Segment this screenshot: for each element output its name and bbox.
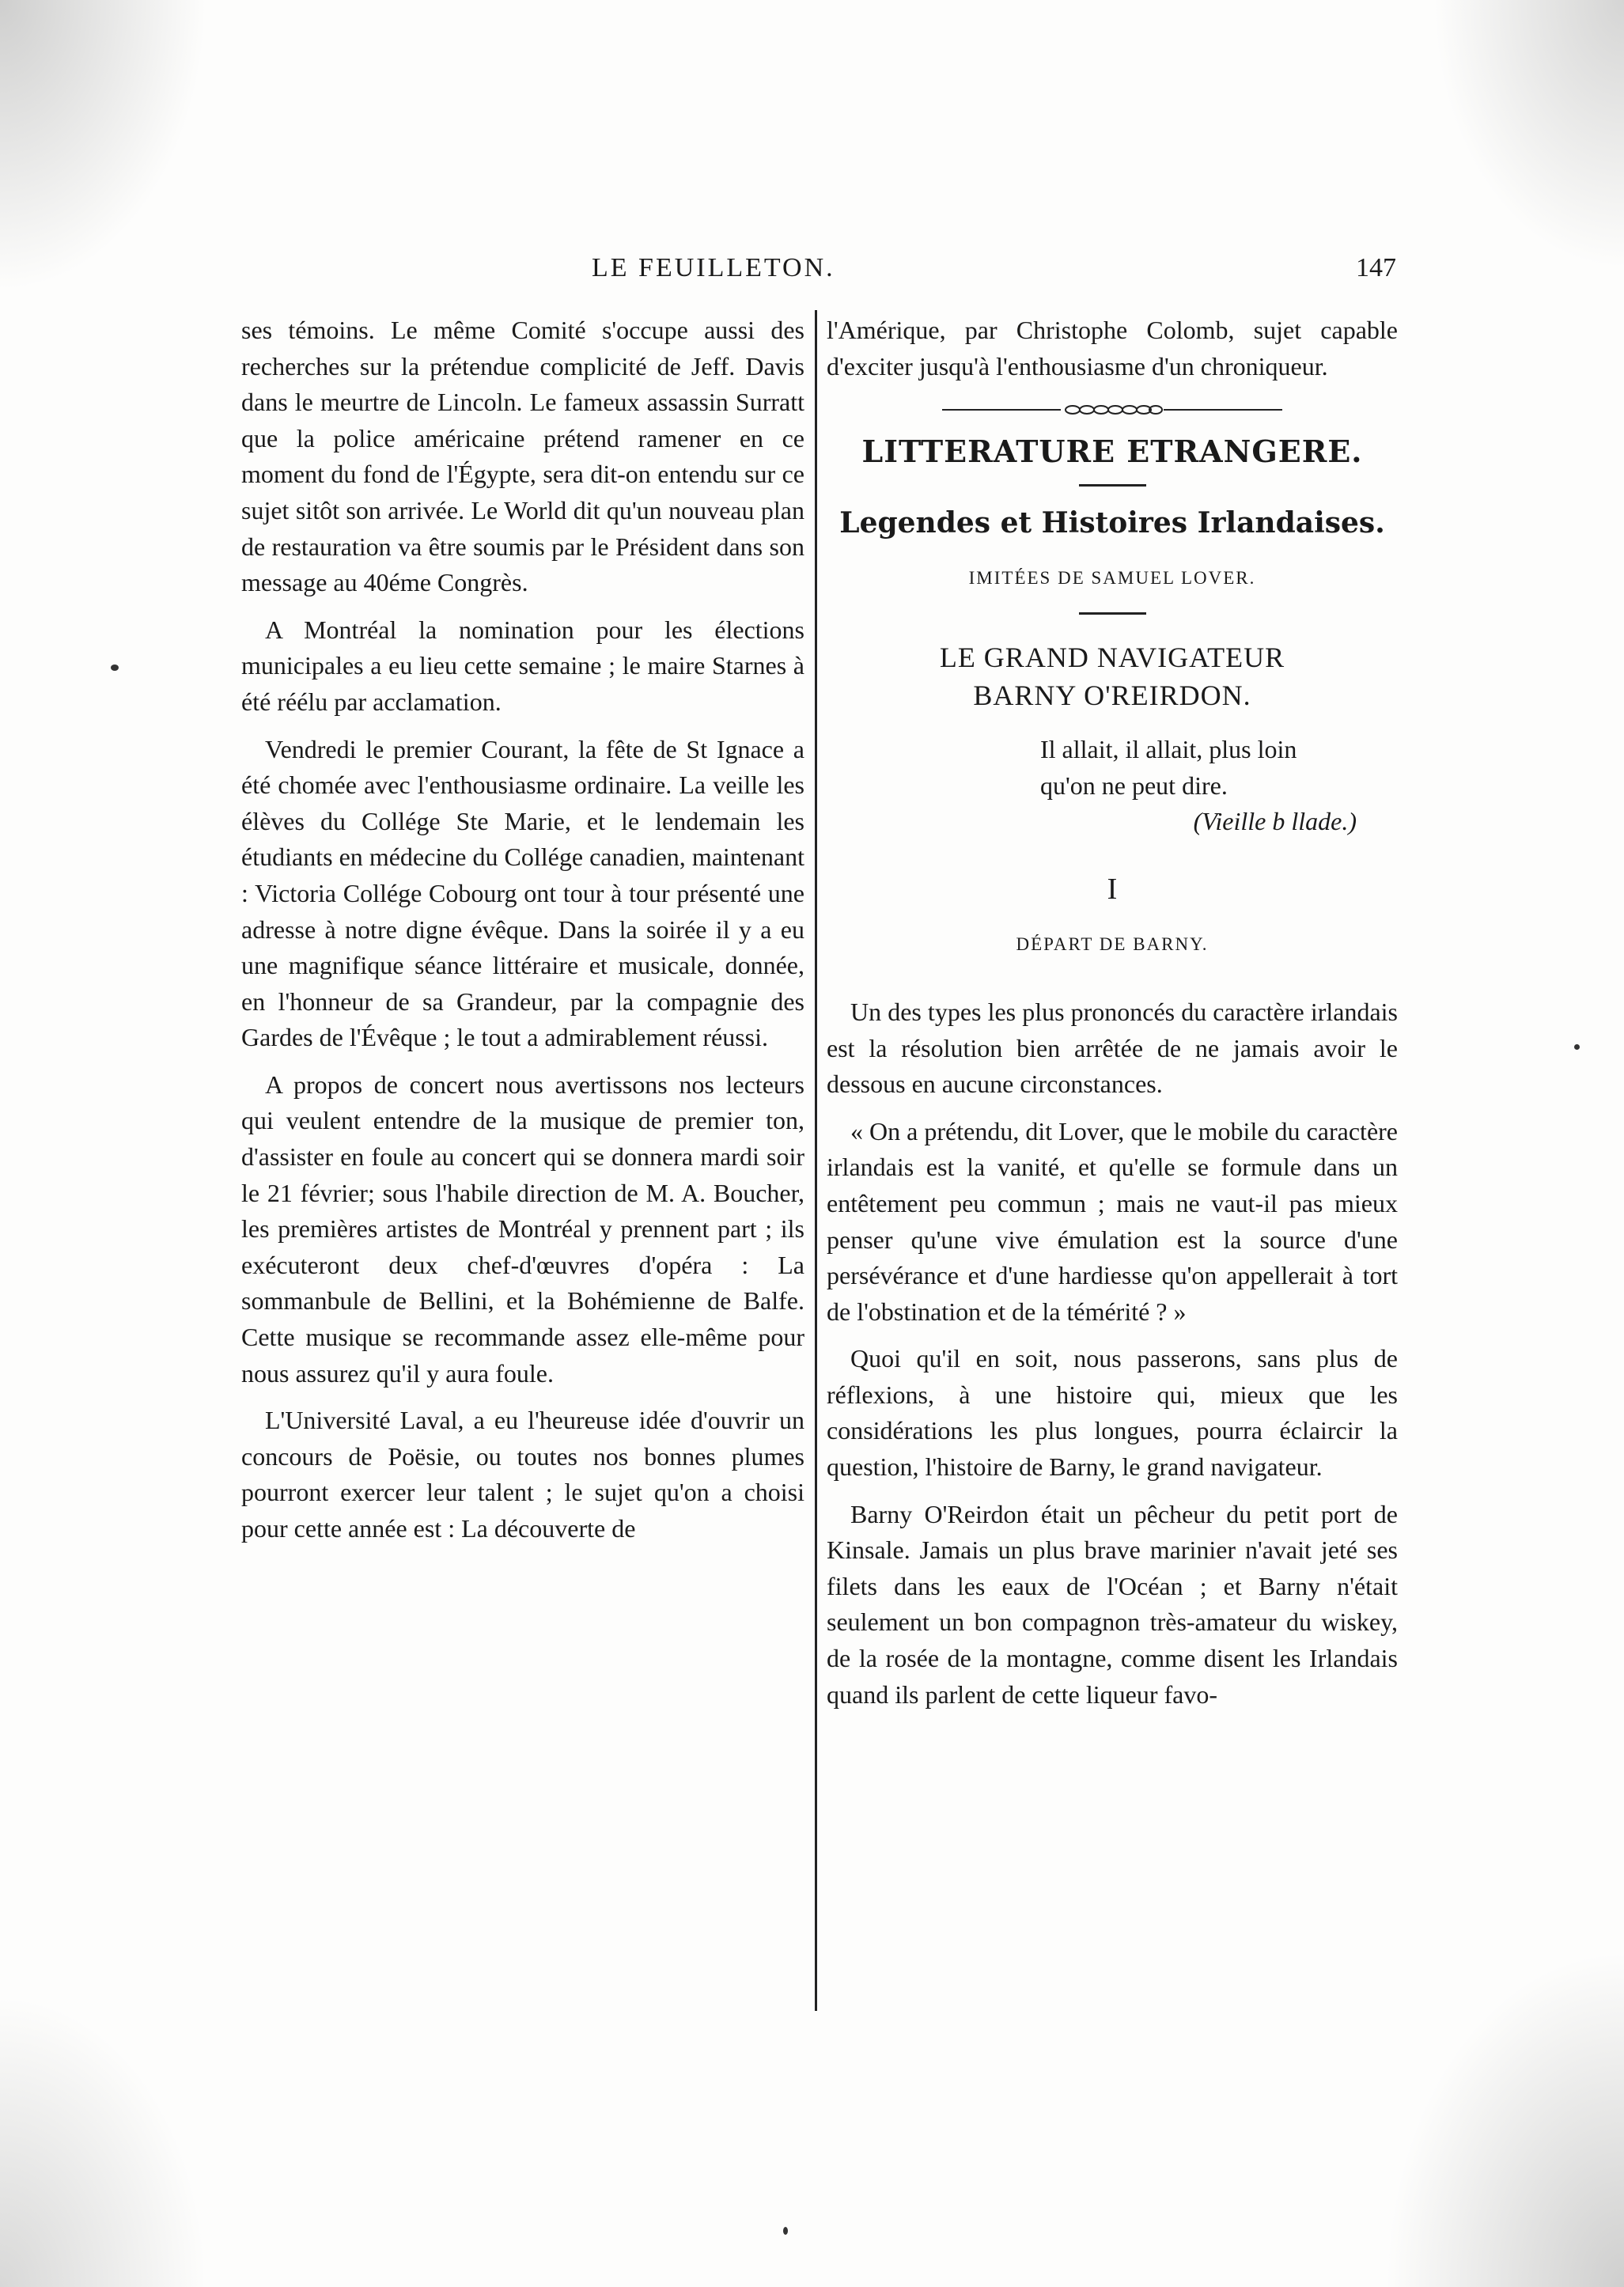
column-divider (815, 310, 817, 2011)
ink-speck (111, 665, 119, 671)
story-paragraph: « On a prétendu, dit Lover, que le mobile du caractère irlandais est la vanité, et qu'elle se formule dans un entêtement peu commun ; mais ne vaut-il pas mieux penser qu'une vive émulation est la source d'une persévérance et d'une hardiesse qu'on appellerait à tort de l'obstination et de la témérité ? » (827, 1116, 1398, 1326)
story-paragraph: Un des types les plus prononcés du caractère irlandais est la résolution bien arrêtée de ne jamais avoir le dessous en aucune circonstances. (827, 997, 1398, 1099)
article-paragraph: Vendredi le premier Courant, la fête de St Ignace a été chomée avec l'enthousiasme ordinaire. La veille les élèves du Collége Ste Marie, et le lendemain les étudiants en médecine du Collége canadien, maintenant : Victoria Collége Cobourg ont tour à tour présenté une adresse à notre digne évêque. Dans la soirée il y a eu une magnifique séance littéraire et musicale, donnée, en l'honneur de sa Grandeur, par la compagnie des Gardes de l'Évêque ; le tout a admirablement réussi. (241, 734, 804, 1052)
article-paragraph: A propos de concert nous avertissons nos lecteurs qui veulent entendre de la musique de premier ton, d'assister en foule au concert qui se donnera mardi soir le 21 février; sous l'habile direction de M. A. Boucher, les premières artistes de Montréal y prennent part ; ils exécuteront deux chef-d'œuvres d'opéra : La sommanbule de Bellini, et la Bohémienne de Balfe. Cette musique se recommande assez elle-même pour nous assurez qu'il y aura foule. (241, 1070, 804, 1388)
ink-speck (783, 2227, 788, 2235)
article-paragraph: ses témoins. Le même Comité s'occupe aussi des recherches sur la prétendue complicité de Jeff. Davis dans le meurtre de Lincoln. Le fameux assassin Surratt que la police américaine prétend ramener en ce moment du fond de l'Égypte, sera dit-on entendu sur ce sujet sitôt son arrivée. Le World dit qu'un nouveau plan de restauration va être soumis par le Président dans son message au 40éme Congrès. (241, 316, 804, 597)
article-paragraph: L'Université Laval, a eu l'heureuse idée d'ouvrir un concours de Poësie, ou toutes nos bonnes plumes pourront exercer leur talent ; le sujet qu'on a choisi pour cette année est : La découverte de (241, 1406, 804, 1543)
ornament-icon (942, 402, 1282, 418)
epigraph-text: Il allait, il allait, plus loin qu'on ne peut dire. (1040, 734, 1297, 800)
short-rule (1079, 484, 1146, 487)
continued-paragraph: l'Amérique, par Christophe Colomb, sujet capable d'exciter jusqu'à l'enthousiasme d'un chroniqueur. (827, 316, 1398, 381)
page-number: 147 (1356, 253, 1396, 282)
ink-speck (1574, 1044, 1580, 1050)
story-title (827, 638, 1398, 714)
ornamental-rule (942, 402, 1282, 418)
attribution: IMITÉES DE SAMUEL LOVER. (968, 568, 1256, 589)
story-paragraph: Barny O'Reirdon était un pêcheur du petit port de Kinsale. Jamais un plus brave marinier n'avait jeté ses filets dans les eaux de l'Océan ; et Barny n'était seulement un bon compagnon très-amateur du wiskey, de la rosée de la montagne, comme disent les Irlandais quand ils parlent de cette liqueur favo- (827, 1499, 1398, 1709)
chapter-number: I (1107, 872, 1118, 906)
running-title: LE FEUILLETON. (592, 253, 835, 282)
story-title-line: LE GRAND NAVIGATEUR (939, 641, 1285, 673)
epigraph (1040, 732, 1357, 840)
article-paragraph: A Montréal la nomination pour les élections municipales a eu lieu cette semaine ; le maire Starnes à été réélu par acclamation. (241, 615, 804, 716)
story-paragraph: Quoi qu'il en soit, nous passerons, sans plus de réflexions, à une histoire qui, mieux que les considérations les plus longues, pourra éclaircir la question, l'histoire de Barny, le grand navigateur. (827, 1344, 1398, 1482)
chapter-title: DÉPART DE BARNY. (1016, 934, 1209, 955)
story-title-line: BARNY O'REIRDON. (973, 679, 1251, 711)
epigraph-source: (Vieille b llade.) (1193, 807, 1357, 836)
section-subtitle: Legendes et Histoires Irlandaises. (839, 505, 1385, 540)
page-header (237, 253, 1396, 293)
short-rule (1079, 612, 1146, 615)
section-title: LITTERATURE ETRANGERE. (861, 434, 1363, 470)
right-column (827, 312, 1398, 1724)
left-column (241, 312, 804, 1558)
